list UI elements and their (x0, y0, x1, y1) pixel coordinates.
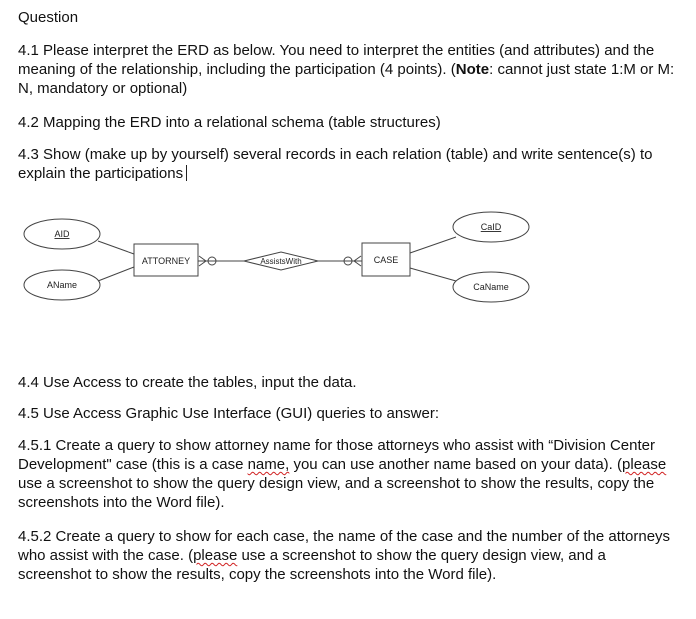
question-4-1 (18, 41, 682, 98)
q452-text-b: use a screenshot to show the query design view, and a screenshot to show the results, copy the screenshots into the Word file). (18, 547, 606, 583)
q451-spell-please: please (622, 456, 667, 473)
relationship-label: AssistsWith (260, 257, 302, 266)
attr-aid-label: AID (54, 229, 70, 239)
q451-text-a: 4.5.1 Create a query to show attorney name for those attorneys who assist with “Division Center Development" case (this is a case (18, 437, 655, 473)
q451-text-b: you can use another name based on your data). ( (289, 456, 623, 473)
q41-text-b: : cannot just state 1:M or M: N, mandatory or optional) (18, 61, 675, 97)
q451-spell-name: name, (247, 456, 290, 473)
question-heading: Question (18, 9, 79, 26)
question-4-5: 4.5 Use Access Graphic Use Interface (GUI) queries to answer: (18, 405, 440, 422)
attr-caname-label: CaName (473, 282, 509, 292)
attr-aname-label: AName (46, 280, 78, 290)
aid-connector (98, 241, 134, 254)
question-4-3 (18, 145, 682, 183)
q451-text-c: use a screenshot to show the query design view, and a screenshot to show the results, copy the screenshots into the Word file). (18, 475, 655, 511)
q41-note-label: Note (455, 61, 490, 78)
q452-text-a: 4.5.2 Create a query to show for each case, the name of the case and the number of the attorneys who assist with the case. ( (18, 528, 671, 564)
question-4-5-2 (18, 527, 682, 584)
q452-spell-please: please (193, 547, 238, 564)
q41-text-a: 4.1 Please interpret the ERD as below. You need to interpret the entities (and attributes) and the meaning of the relationship, including the participation (4 points). ( (18, 42, 655, 78)
text-cursor (186, 165, 187, 181)
aname-connector (98, 267, 134, 281)
entity-case-label: CASE (373, 255, 399, 265)
caname-connector (410, 268, 456, 281)
caid-connector (410, 237, 456, 253)
erd-diagram (0, 205, 696, 320)
question-4-2: 4.2 Mapping the ERD into a relational schema (table structures) (18, 114, 441, 131)
entity-attorney-label: ATTORNEY (141, 256, 191, 266)
question-4-4: 4.4 Use Access to create the tables, input the data. (18, 374, 357, 391)
question-4-5-1 (18, 436, 682, 512)
attr-caid-label: CaID (480, 222, 502, 232)
q43-text: 4.3 Show (make up by yourself) several records in each relation (table) and write sentence(s) to explain the participations (18, 146, 653, 182)
